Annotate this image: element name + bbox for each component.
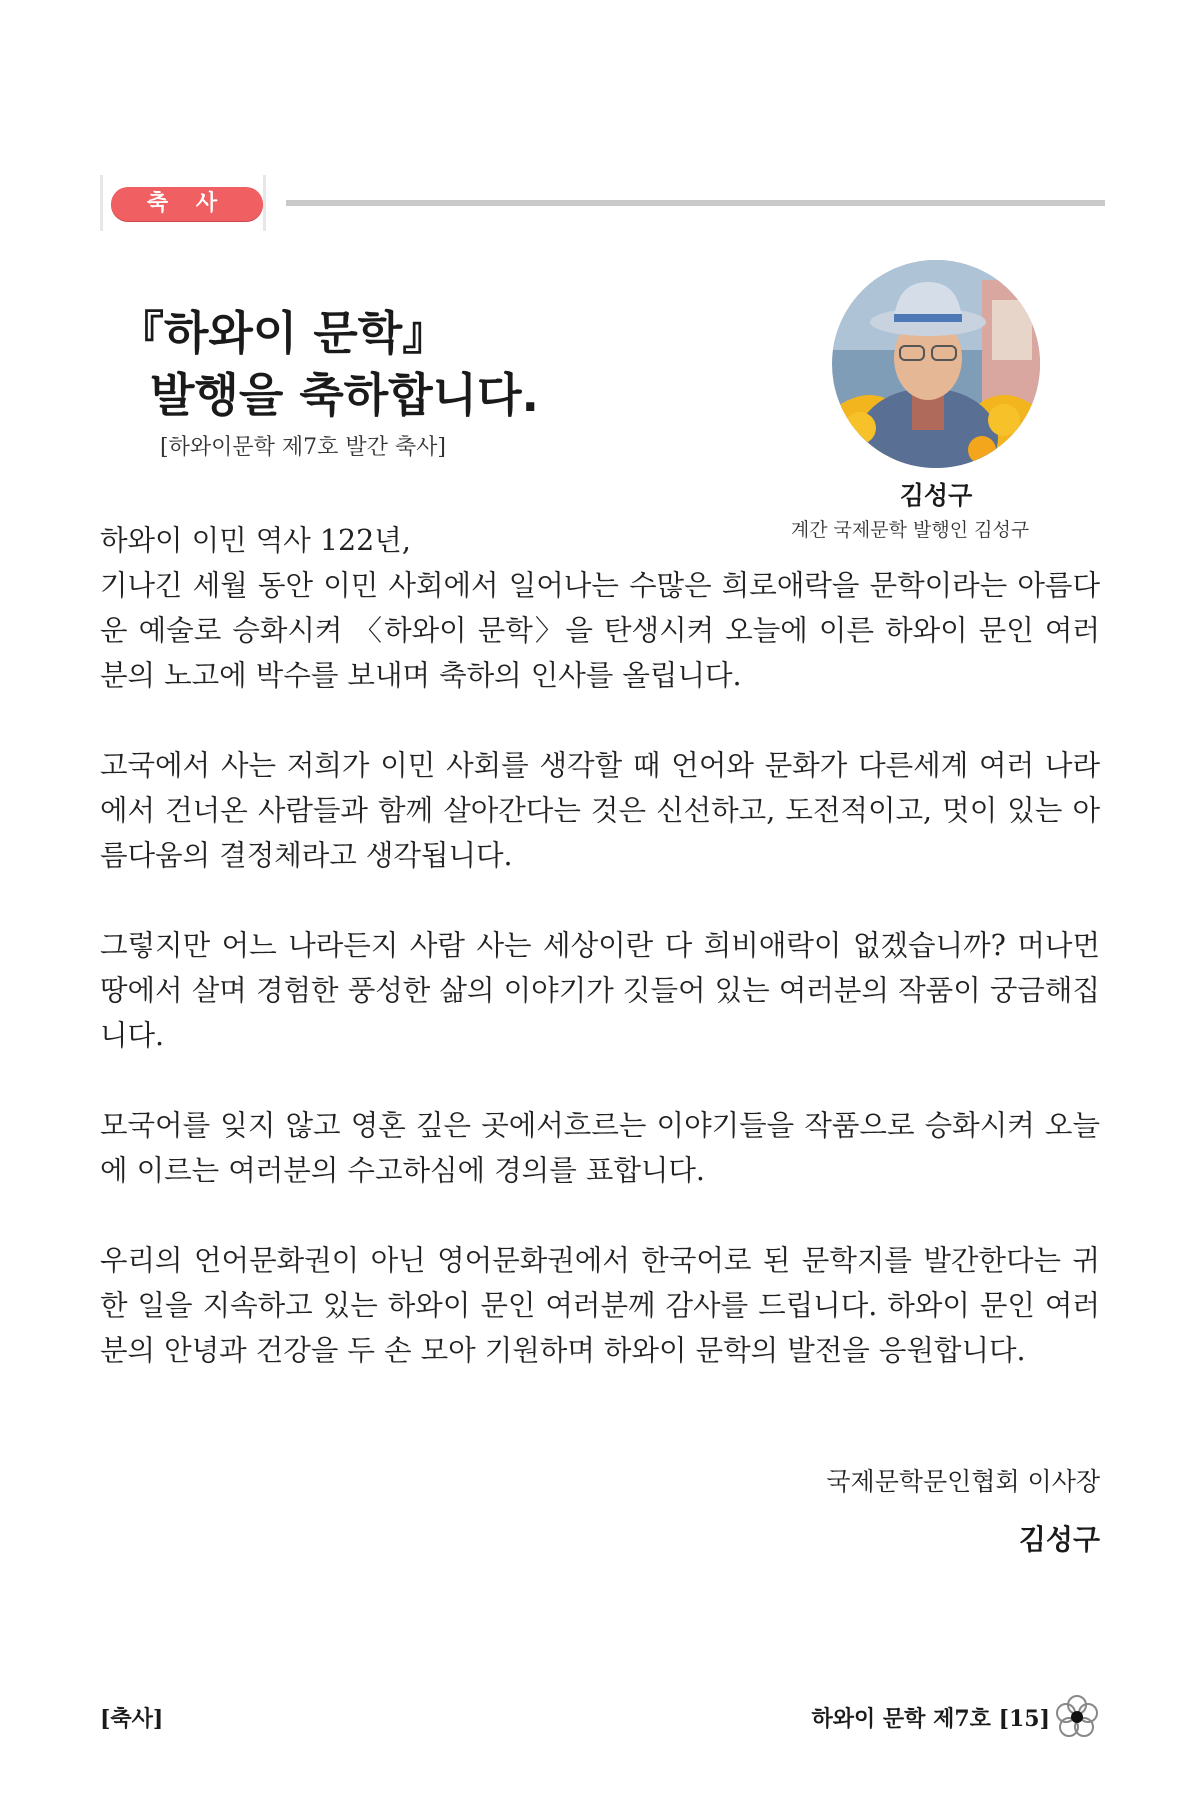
signoff-organization: 국제문학문인협회 이사장	[826, 1467, 1100, 1496]
footer-section-label: [축사]	[100, 1706, 164, 1732]
author-role: 계간 국제문학 발행인 김성구	[790, 519, 1030, 541]
signoff-name: 김성구	[1018, 1523, 1100, 1556]
body-paragraph: 고국에서 사는 저희가 이민 사회를 생각할 때 언어와 문화가 다른세계 여러 나라에서 건너온 사람들과 함께 살아간다는 것은 신선하고, 도전적이고, 멋이 있는 아름다움의 결정체라고 생각됩니다.	[100, 749, 1100, 872]
body-paragraph: 하와이 이민 역사 122년,	[100, 524, 411, 557]
body-paragraph: 기나긴 세월 동안 이민 사회에서 일어나는 수많은 희로애락을 문학이라는 아름다운 예술로 승화시켜 〈하와이 문학〉을 탄생시켜 오늘에 이른 하와이 문인 여러분의 노고에 박수를 보내며 축하의 인사를 올립니다.	[100, 569, 1100, 692]
author-name: 김성구	[899, 481, 973, 510]
footer-page-info: 하와이 문학 제7호 [15]	[811, 1706, 1050, 1732]
body-paragraph: 우리의 언어문화권이 아닌 영어문화권에서 한국어로 된 문학지를 발간한다는 귀한 일을 지속하고 있는 하와이 문인 여러분께 감사를 드립니다. 하와이 문인 여러분의 안녕과 건강을 두 손 모아 기원하며 하와이 문학의 발전을 응원합니다.	[100, 1244, 1100, 1367]
body-text	[100, 518, 1100, 1418]
body-paragraph: 모국어를 잊지 않고 영혼 깊은 곳에서흐르는 이야기들을 작품으로 승화시켜 오늘에 이르는 여러분의 수고하심에 경의를 표합니다.	[100, 1109, 1100, 1187]
section-header-box	[100, 175, 266, 231]
section-rule	[286, 200, 1105, 206]
body-paragraph: 그렇지만 어느 나라든지 사람 사는 세상이란 다 희비애락이 없겠습니까? 머나먼 땅에서 살며 경험한 풍성한 삶의 이야기가 깃들어 있는 여러분의 작품이 궁금해집니다.	[100, 929, 1100, 1052]
section-badge: 축 사	[111, 187, 263, 221]
title-line-1: 『하와이 문학』	[118, 306, 449, 360]
section-header	[100, 175, 1105, 231]
article-subtitle: [하와이문학 제7호 발간 축사]	[160, 435, 446, 460]
flower-icon	[1054, 1694, 1100, 1740]
article-title	[118, 302, 678, 426]
title-line-2: 발행을 축하합니다.	[150, 368, 539, 422]
author-photo	[832, 260, 1040, 468]
author-photo-image	[832, 260, 1040, 468]
